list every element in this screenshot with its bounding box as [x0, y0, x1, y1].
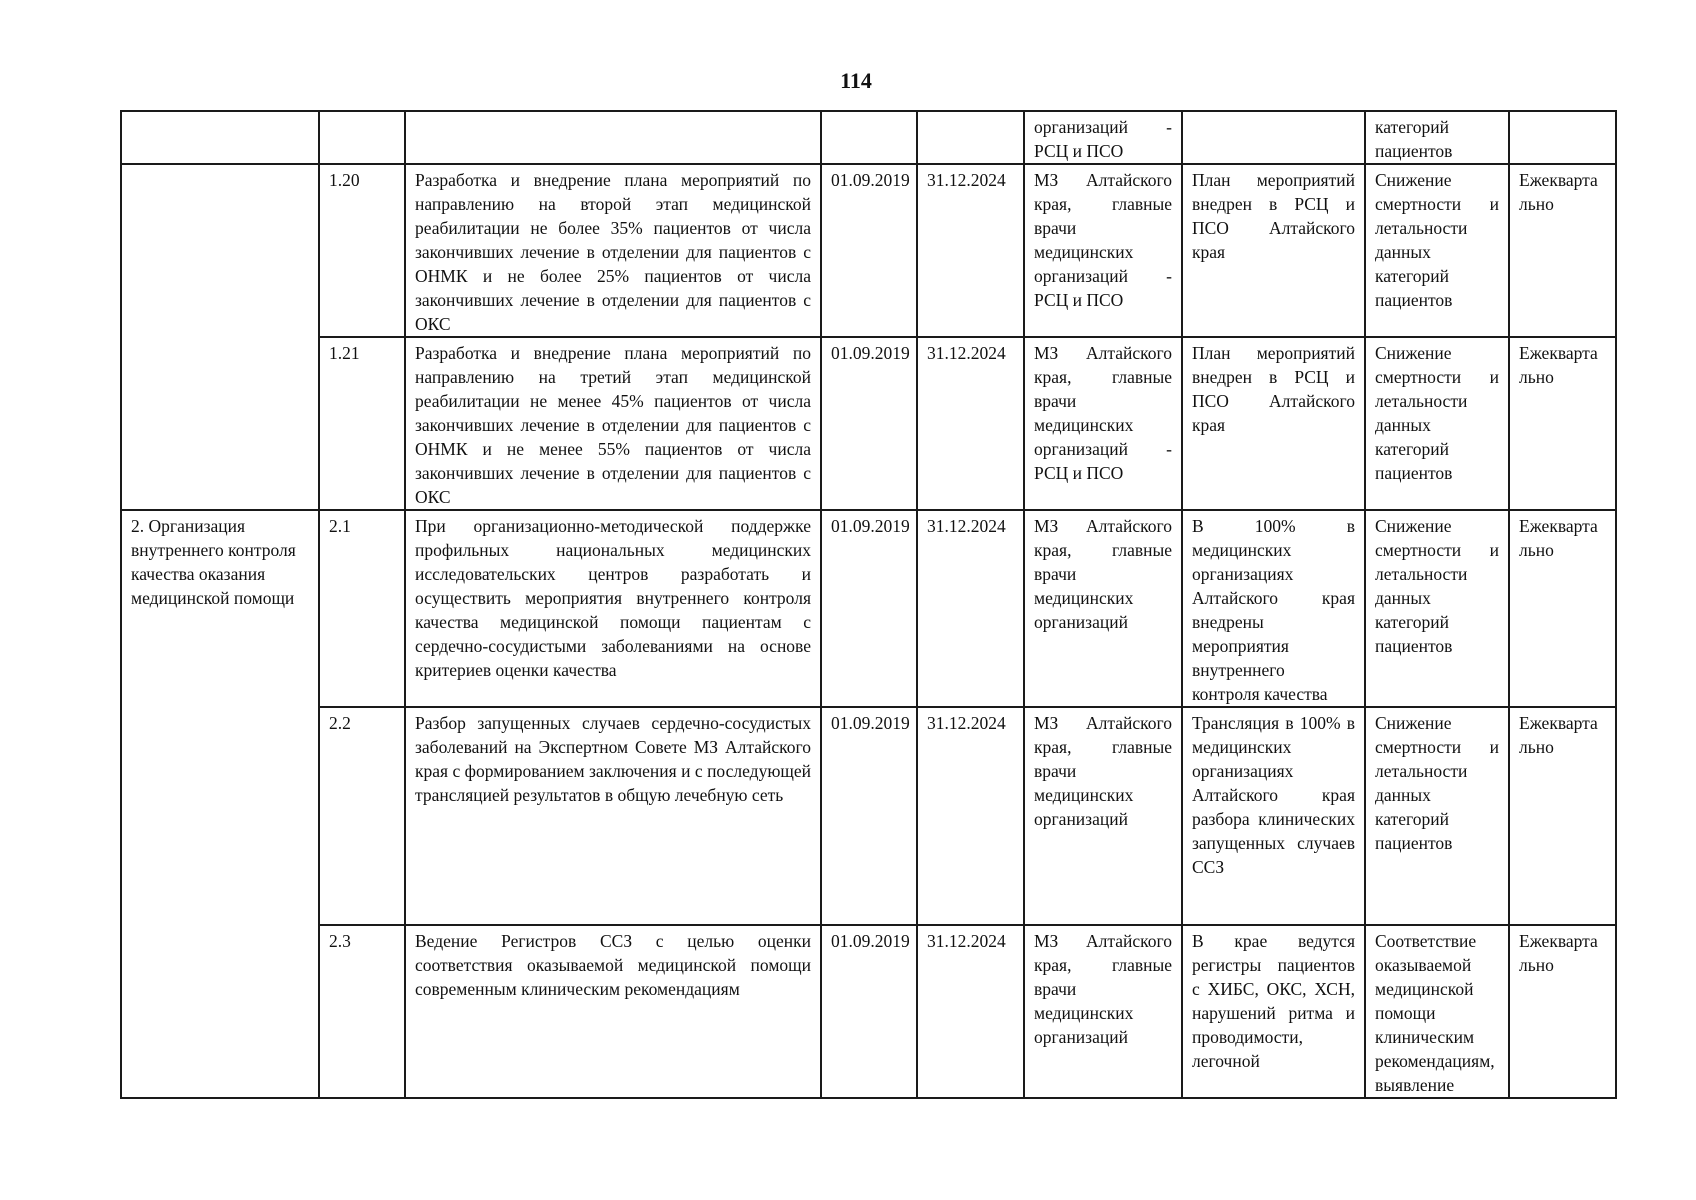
table-row — [121, 164, 1616, 337]
cell-responsible: МЗ Алтайского края, главные врачи медицинских организаций - РСЦ и ПСО — [1024, 337, 1182, 510]
cell-period: Ежеквартально — [1509, 164, 1616, 337]
table-row — [121, 337, 1616, 510]
cell-responsible: МЗ Алтайского края, главные врачи медицинских организаций — [1024, 510, 1182, 707]
cell-result: План мероприятий внедрен в РСЦ и ПСО Алтайского края — [1182, 164, 1365, 337]
cell-effect: Соответствие оказываемой медицинской помощи клиническим рекомендациям, выявление — [1365, 925, 1509, 1098]
cell-num: 2.3 — [319, 925, 405, 1098]
cell-result: В 100% в медицинских организациях Алтайского края внедрены мероприятия внутреннего контроля качества — [1182, 510, 1365, 707]
cell-end: 31.12.2024 — [917, 164, 1024, 337]
cell-text: Разработка и внедрение плана мероприятий по направлению на второй этап медицинской реабилитации не более 35% пациентов от числа закончивших лечение в отделении для пациентов с ОНМК и не более 25% пациентов от числа закончивших лечение в отделении для пациентов с ОКС — [405, 164, 821, 337]
cell-num — [319, 111, 405, 164]
cell-effect: Снижение смертности и летальности данных категорий пациентов — [1365, 510, 1509, 707]
cell-period: Ежеквартально — [1509, 707, 1616, 925]
cell-end: 31.12.2024 — [917, 337, 1024, 510]
cell-start — [821, 111, 917, 164]
table-row — [121, 925, 1616, 1098]
cell-start: 01.09.2019 — [821, 337, 917, 510]
cell-end: 31.12.2024 — [917, 925, 1024, 1098]
cell-start: 01.09.2019 — [821, 707, 917, 925]
cell-text: Разбор запущенных случаев сердечно-сосудистых заболеваний на Экспертном Совете МЗ Алтайского края с формированием заключения и с последующей трансляцией результатов в общую лечебную сеть — [405, 707, 821, 925]
cell-num: 2.1 — [319, 510, 405, 707]
cell-text: При организационно-методической поддержке профильных национальных медицинских исследовательских центров разработать и осуществить мероприятия внутреннего контроля качества медицинской помощи пациентам с сердечно-сосудистыми заболеваниями на основе критериев оценки качества — [405, 510, 821, 707]
cell-section-title: 2. Организация внутреннего контроля качества оказания медицинской помощи — [121, 510, 319, 1098]
cell-num: 2.2 — [319, 707, 405, 925]
cell-effect: категорий пациентов — [1365, 111, 1509, 164]
cell-effect: Снижение смертности и летальности данных категорий пациентов — [1365, 707, 1509, 925]
cell-effect: Снижение смертности и летальности данных категорий пациентов — [1365, 337, 1509, 510]
cell-text — [405, 111, 821, 164]
cell-result — [1182, 111, 1365, 164]
cell-start: 01.09.2019 — [821, 164, 917, 337]
cell-period: Ежеквартально — [1509, 337, 1616, 510]
cell-period — [1509, 111, 1616, 164]
cell-period: Ежеквартально — [1509, 925, 1616, 1098]
table-row — [121, 707, 1616, 925]
cell-result: План мероприятий внедрен в РСЦ и ПСО Алтайского края — [1182, 337, 1365, 510]
table-row-continuation — [121, 111, 1616, 164]
cell-start: 01.09.2019 — [821, 925, 917, 1098]
cell-responsible: МЗ Алтайского края, главные врачи медицинских организаций — [1024, 707, 1182, 925]
cell-effect: Снижение смертности и летальности данных категорий пациентов — [1365, 164, 1509, 337]
cell-end: 31.12.2024 — [917, 707, 1024, 925]
cell-end — [917, 111, 1024, 164]
cell-result: В крае ведутся регистры пациентов с ХИБС, ОКС, ХСН, нарушений ритма и проводимости, легочной — [1182, 925, 1365, 1098]
cell-num: 1.21 — [319, 337, 405, 510]
cell-responsible: МЗ Алтайского края, главные врачи медицинских организаций - РСЦ и ПСО — [1024, 164, 1182, 337]
cell-end: 31.12.2024 — [917, 510, 1024, 707]
cell-text: Ведение Регистров ССЗ с целью оценки соответствия оказываемой медицинской помощи современным клиническим рекомендациям — [405, 925, 821, 1098]
cell-result: Трансляция в 100% в медицинских организациях Алтайского края разбора клинических запущенных случаев ССЗ — [1182, 707, 1365, 925]
cell-num: 1.20 — [319, 164, 405, 337]
cell-start: 01.09.2019 — [821, 510, 917, 707]
cell-responsible: МЗ Алтайского края, главные врачи медицинских организаций — [1024, 925, 1182, 1098]
cell-section — [121, 111, 319, 164]
cell-text: Разработка и внедрение плана мероприятий по направлению на третий этап медицинской реабилитации не менее 45% пациентов от числа закончивших лечение в отделении для пациентов с ОНМК и не менее 55% пациентов от числа закончивших лечение в отделении для пациентов с ОКС — [405, 337, 821, 510]
cell-period: Ежеквартально — [1509, 510, 1616, 707]
page-number: 114 — [840, 68, 872, 93]
action-plan-table — [120, 110, 1617, 1099]
cell-responsible: организаций - РСЦ и ПСО — [1024, 111, 1182, 164]
table-row — [121, 510, 1616, 707]
cell-section — [121, 164, 319, 510]
